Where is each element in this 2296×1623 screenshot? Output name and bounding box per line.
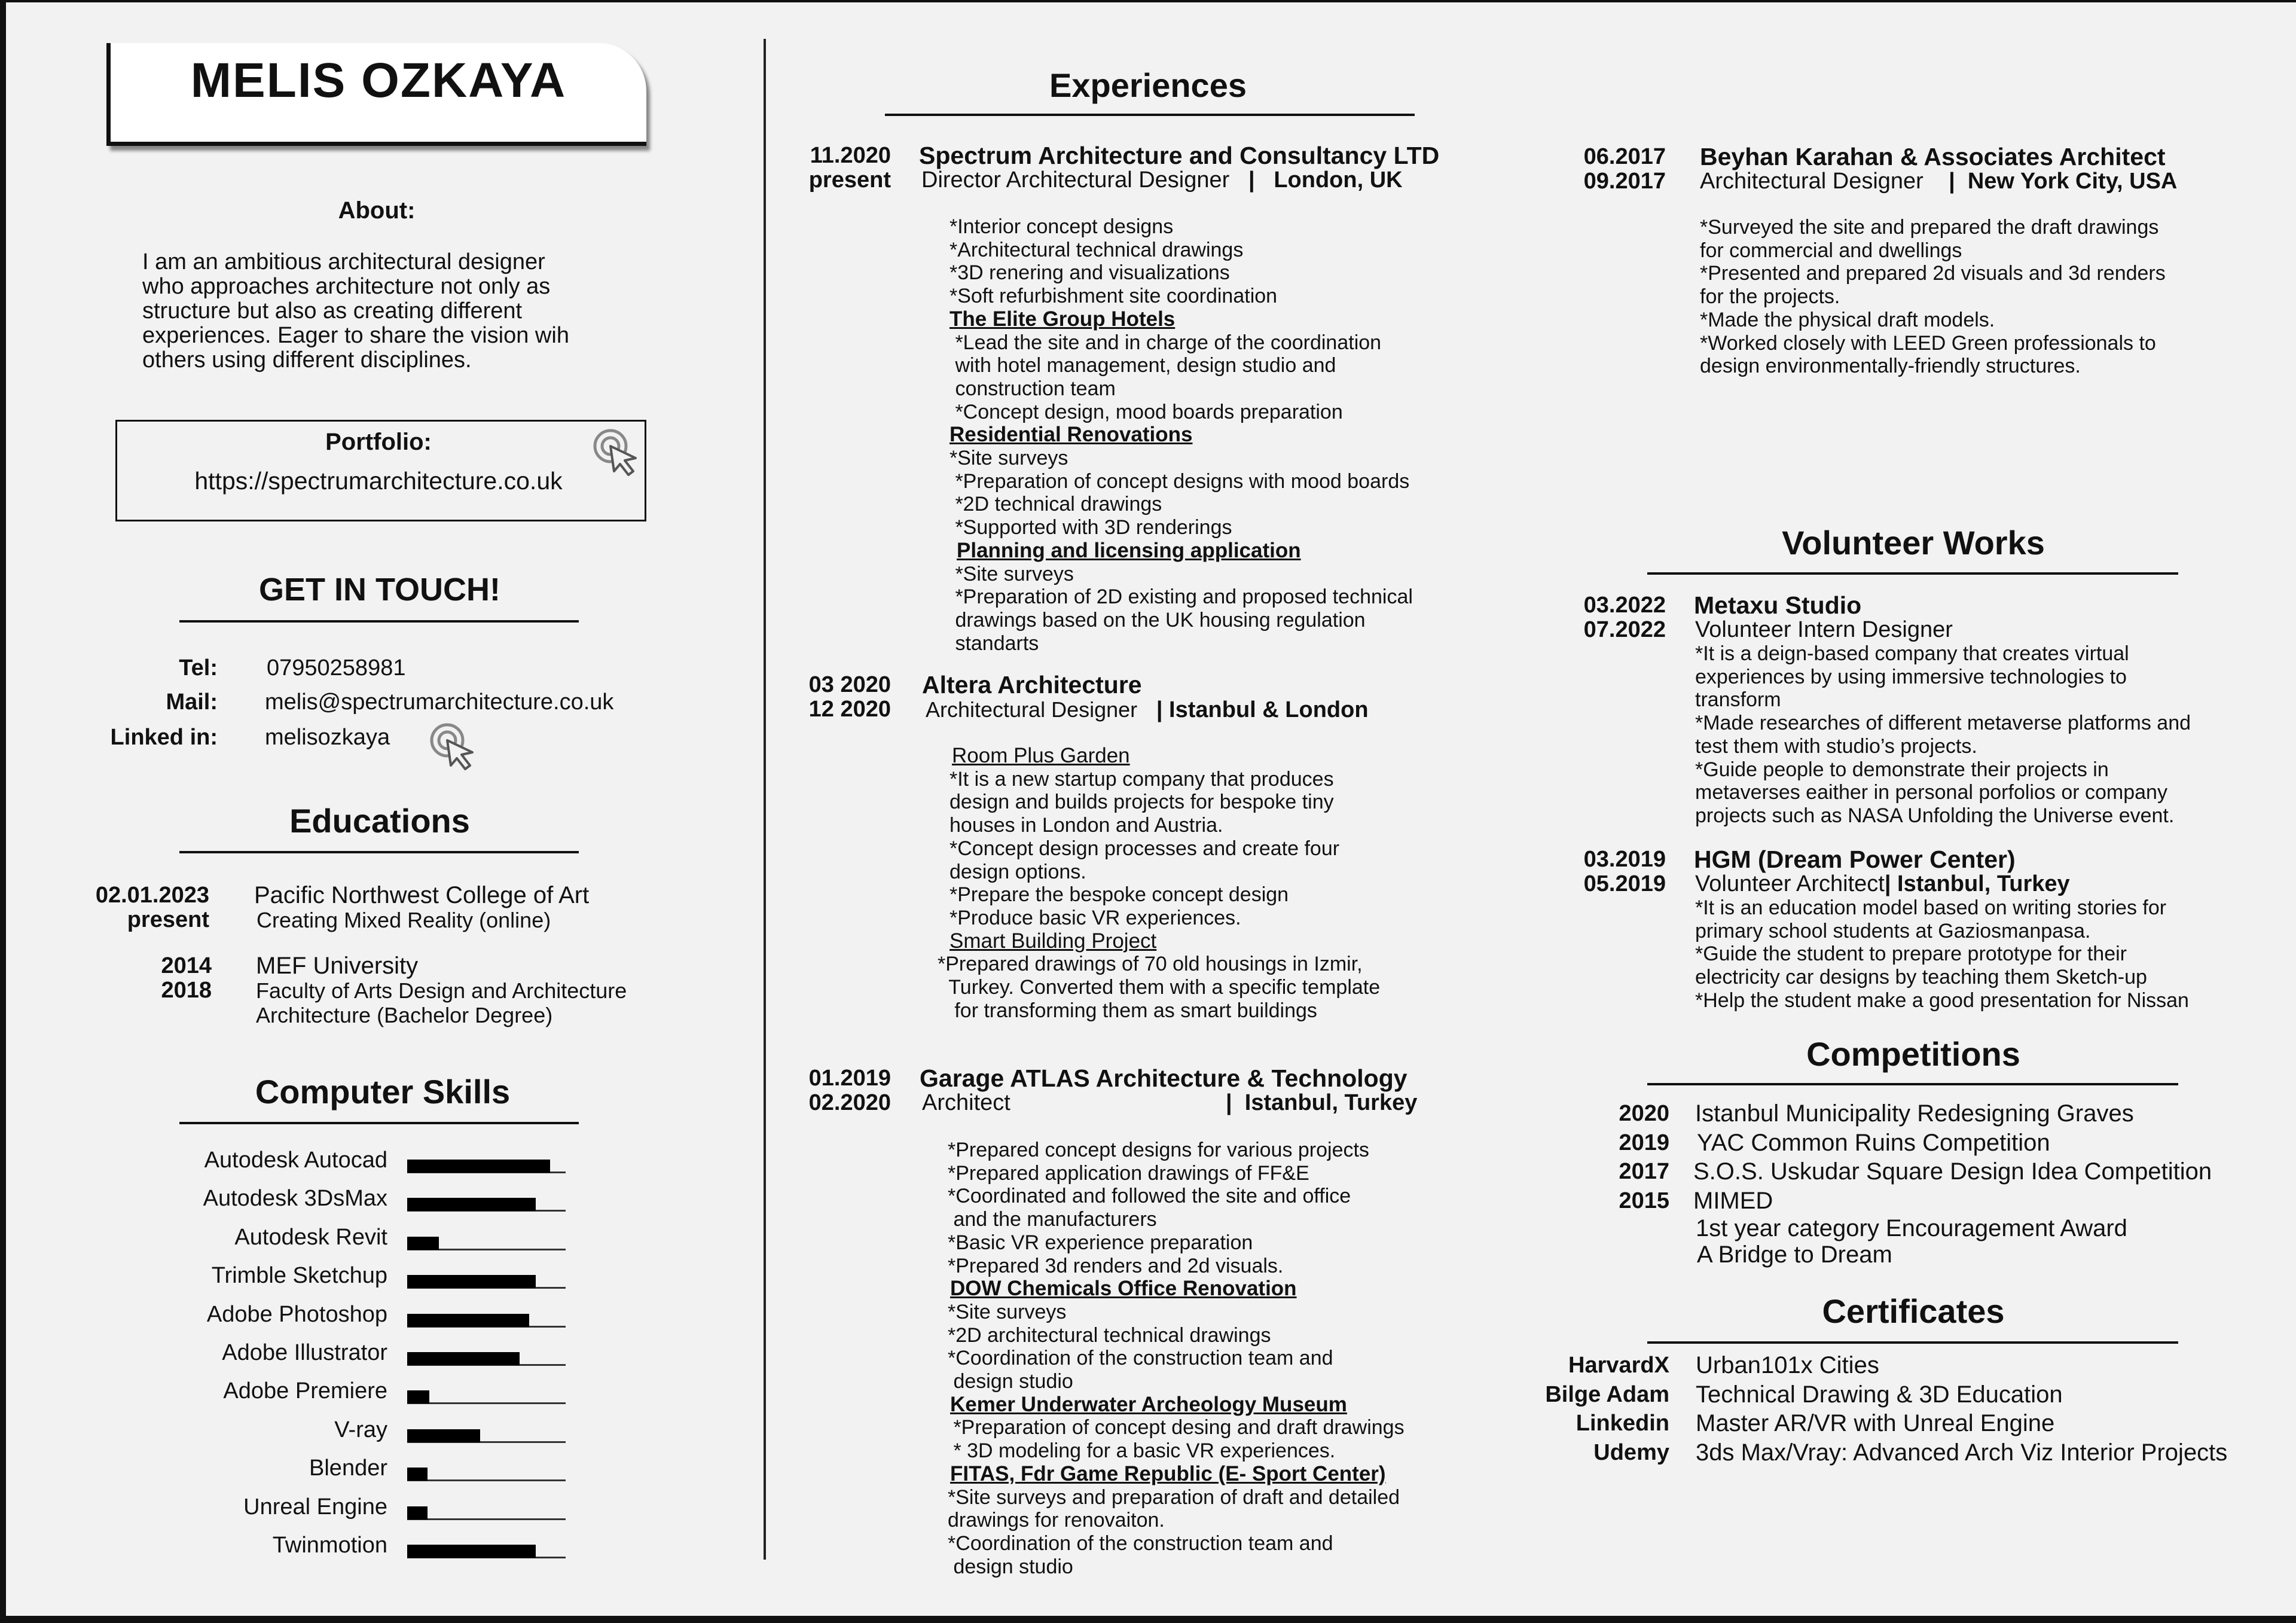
exp-separator: | — [1949, 169, 1955, 194]
vol-bullets: *It is an education model based on writing stories for primary school students at Gaziosmanpasa. *Guide the student to prepare prototype for their electricity car designs by teaching them Sketch-up *Help the student make a good presentation for Nissan — [1695, 896, 2189, 1012]
skill-name: Autodesk Autocad — [204, 1148, 387, 1173]
edu-school: Pacific Northwest College of Art — [254, 882, 590, 908]
exp-project: FITAS, Fdr Game Republic (E- Sport Center) — [950, 1462, 1386, 1485]
edu-date-start: 02.01.2023 — [95, 883, 209, 908]
about-title: About: — [338, 197, 416, 224]
tel-label: Tel: — [179, 655, 218, 681]
certificates-title: Certificates — [1822, 1292, 2005, 1330]
exp-location: Istanbul & London — [1169, 697, 1369, 722]
linkedin-value[interactable]: melisozkaya — [265, 725, 390, 750]
exp-separator: | — [1248, 167, 1255, 193]
exp-role: Architect — [922, 1090, 1010, 1115]
exp-role: Architectural Designer — [1700, 169, 1923, 194]
skill-name: V-ray — [334, 1417, 387, 1442]
exp-project: Residential Renovations — [949, 423, 1193, 447]
skill-name: Autodesk Revit — [234, 1224, 387, 1250]
experiences-rule — [885, 114, 1415, 116]
exp-header — [920, 1066, 1460, 1115]
exp-details — [1700, 216, 2166, 378]
edu-detail: Architecture (Bachelor Degree) — [256, 1003, 553, 1027]
about-line: experiences. Eager to share the vision wih — [142, 323, 569, 348]
exp-date-end: 02.2020 — [808, 1090, 891, 1115]
exp-bullets: *Site surveys *Preparation of 2D existing and proposed technical drawings based on the UK housing regulation standarts — [955, 562, 1413, 655]
skill-name: Trimble Sketchup — [211, 1263, 387, 1289]
exp-separator: | — [1156, 697, 1163, 722]
skill-name: Unreal Engine — [243, 1494, 387, 1520]
edu-detail: Faculty of Arts Design and Architecture — [256, 978, 627, 1003]
competitions-title: Competitions — [1806, 1035, 2020, 1073]
skill-name: Autodesk 3DsMax — [203, 1186, 387, 1212]
vol-separator: | — [1884, 871, 1891, 896]
exp-project: Kemer Underwater Archeology Museum — [950, 1392, 1347, 1416]
skill-bar-fill — [407, 1390, 429, 1404]
certificate-org: Bilge Adam — [1545, 1381, 1669, 1407]
cursor-click-icon — [426, 719, 480, 773]
exp-date — [777, 144, 891, 193]
exp-location: Istanbul, Turkey — [1244, 1090, 1418, 1115]
exp-date — [1531, 145, 1666, 194]
skill-bar-fill — [407, 1352, 520, 1365]
exp-header — [919, 144, 1439, 193]
about-text — [142, 250, 668, 373]
vol-role: Volunteer Architect — [1695, 871, 1885, 896]
vol-location: Istanbul, Turkey — [1891, 871, 2070, 896]
vol-date-start: 03.2022 — [1583, 593, 1666, 618]
skill-bar-fill — [407, 1545, 536, 1558]
competition-award: 1st year category Encouragement Award — [1696, 1215, 2127, 1241]
vol-bullets: *It is a deign-based company that creates virtual experiences by using immersive technologies to transform *Made researches of different metaverse platforms and test them with studio’s projects. *Guide people to demonstrate their projects in metaverses eaither in personal porfolios or company projects such as NASA Unfolding the Universe event. — [1695, 642, 2191, 827]
exp-details — [948, 1139, 1405, 1578]
portfolio-title: Portfolio: — [325, 429, 432, 455]
edu-date-start: 2014 — [161, 953, 212, 978]
about-line: who approaches architecture not only as — [142, 274, 551, 299]
edu-date-end: present — [127, 907, 209, 932]
exp-bullets: *Lead the site and in charge of the coordination with hotel management, design studio and construction team *Concept design, mood boards preparation — [955, 331, 1382, 423]
competition-year: 2020 — [1619, 1101, 1669, 1126]
skill-name: Blender — [309, 1456, 387, 1481]
skill-bar-fill — [407, 1237, 439, 1250]
skills-rule — [179, 1122, 579, 1124]
edu-item — [256, 954, 627, 1027]
skill-bar-track — [407, 1518, 566, 1520]
exp-bullets: *Site surveys *2D architectural technical drawings *Coordination of the construction team and design studio — [948, 1300, 1333, 1393]
mail-value[interactable]: melis@spectrumarchitecture.co.uk — [265, 690, 614, 715]
contact-title: GET IN TOUCH! — [259, 572, 500, 608]
certificate-name: Urban101x Cities — [1696, 1352, 1879, 1378]
vol-company: HGM (Dream Power Center) — [1694, 846, 2016, 873]
experiences-title: Experiences — [1049, 66, 1247, 104]
vol-company: Metaxu Studio — [1694, 591, 1862, 619]
certificate-name: Technical Drawing & 3D Education — [1696, 1381, 2063, 1408]
exp-project: Room Plus Garden — [952, 744, 1130, 767]
exp-company: Altera Architecture — [922, 671, 1142, 698]
mail-label: Mail: — [166, 690, 218, 715]
exp-project: The Elite Group Hotels — [949, 307, 1176, 331]
volunteer-title: Volunteer Works — [1782, 524, 2045, 562]
about-line: structure but also as creating different — [142, 298, 523, 324]
exp-role: Director Architectural Designer — [921, 167, 1230, 193]
competition-year: 2019 — [1619, 1130, 1669, 1155]
exp-bullets: *Prepared concept designs for various projects *Prepared application drawings of FF&E *Coordinated and followed the site and office and the manufacturers *Basic VR experience preparation *Prepared 3d renders and 2d visuals. — [948, 1139, 1369, 1277]
exp-bullets: *It is a new startup company that produces design and builds projects for bespoke tiny houses in London and Austria. *Concept design processes and create four design options. *Prepare the bespoke concept design *Produce basic VR experiences. — [949, 767, 1340, 929]
exp-bullets: *Prepared drawings of 70 old housings in Izmir, Turkey. Converted them with a specific template for transforming them as smart buildings — [938, 953, 1381, 1022]
about-line: others using different disciplines. — [142, 347, 472, 373]
exp-bullets: *Site surveys *Preparation of concept designs with mood boards *2D technical drawings *Supported with 3D renderings — [949, 447, 1410, 539]
skill-bar-fill — [407, 1314, 529, 1327]
edu-date — [60, 954, 212, 1003]
edu-date-end: 2018 — [161, 978, 212, 1003]
contact-rule — [179, 620, 579, 623]
competition-name: S.O.S. Uskudar Square Design Idea Competition — [1693, 1158, 2212, 1185]
skills-title: Computer Skills — [255, 1073, 511, 1111]
skill-name: Twinmotion — [272, 1533, 387, 1558]
exp-company: Garage ATLAS Architecture & Technology — [920, 1064, 1407, 1092]
exp-date-start: 03 2020 — [808, 672, 891, 697]
exp-company: Beyhan Karahan & Associates Architect — [1700, 143, 2166, 170]
certificate-name: Master AR/VR with Unreal Engine — [1696, 1410, 2055, 1436]
edu-school: MEF University — [256, 953, 419, 979]
skill-bar-track — [407, 1479, 566, 1481]
about-line: I am an ambitious architectural designer — [142, 249, 545, 274]
skill-bar-fill — [407, 1198, 536, 1211]
skill-bar-fill — [407, 1160, 550, 1173]
skill-name: Adobe Illustrator — [222, 1340, 387, 1365]
exp-separator: | — [1226, 1090, 1232, 1115]
skill-bar-track — [407, 1402, 566, 1404]
column-divider — [764, 39, 766, 1560]
vol-item — [1694, 593, 2191, 828]
competition-year: 2015 — [1619, 1188, 1669, 1213]
educations-rule — [179, 851, 579, 853]
exp-project: Planning and licensing application — [957, 538, 1301, 562]
exp-location: New York City, USA — [1967, 169, 2178, 194]
skill-bar-fill — [407, 1275, 536, 1288]
exp-date-end: present — [808, 167, 891, 193]
vol-date-end: 07.2022 — [1583, 617, 1666, 642]
tel-value[interactable]: 07950258981 — [267, 655, 406, 681]
educations-title: Educations — [289, 802, 470, 840]
volunteer-rule — [1647, 572, 2178, 575]
exp-details — [938, 744, 1381, 1022]
skill-bar-fill — [407, 1506, 428, 1520]
competition-name: YAC Common Ruins Competition — [1697, 1129, 2050, 1156]
exp-date-start: 06.2017 — [1583, 144, 1666, 169]
competition-name: Istanbul Municipality Redesigning Graves — [1695, 1100, 2134, 1127]
skill-name: Adobe Premiere — [223, 1378, 387, 1404]
exp-company: Spectrum Architecture and Consultancy LTD — [919, 142, 1440, 169]
competitions-rule — [1647, 1083, 2178, 1085]
exp-date-start: 11.2020 — [810, 143, 891, 168]
vol-date-end: 05.2019 — [1583, 871, 1666, 896]
certificate-org: Linkedin — [1576, 1411, 1669, 1436]
exp-date-end: 09.2017 — [1583, 169, 1666, 194]
certificate-org: HarvardX — [1568, 1353, 1669, 1378]
certificate-name: 3ds Max/Vray: Advanced Arch Viz Interior Projects — [1696, 1439, 2228, 1466]
exp-location: London, UK — [1274, 167, 1403, 193]
certificates-rule — [1647, 1341, 2178, 1344]
exp-bullets: *Preparation of concept desing and draft drawings * 3D modeling for a basic VR experiences. — [953, 1416, 1405, 1463]
exp-project: DOW Chemicals Office Renovation — [950, 1277, 1297, 1301]
vol-item — [1694, 847, 2189, 1012]
exp-bullets: *Site surveys and preparation of draft and detailed drawings for renovaiton. *Coordination of the construction team and design studio — [948, 1485, 1400, 1578]
portfolio-link[interactable]: https://spectrumarchitecture.co.uk — [194, 467, 563, 495]
skill-bar-fill — [407, 1429, 480, 1442]
frame-left — [0, 0, 6, 1623]
frame-bottom — [0, 1616, 2296, 1623]
vol-date-start: 03.2019 — [1583, 847, 1666, 872]
skill-name: Adobe Photoshop — [206, 1301, 387, 1327]
edu-item — [254, 883, 589, 932]
exp-role: Architectural Designer — [926, 697, 1138, 722]
exp-bullets: *Interior concept designs *Architectural technical drawings *3D renering and visualizations *Soft refurbishment site coordination — [949, 215, 1278, 308]
exp-date-start: 01.2019 — [808, 1066, 891, 1091]
edu-date — [60, 883, 209, 932]
vol-date — [1531, 847, 1666, 896]
vol-role: Volunteer Intern Designer — [1695, 617, 1953, 642]
skill-bar-fill — [407, 1468, 428, 1481]
vol-date — [1531, 593, 1666, 642]
exp-header — [922, 673, 1369, 722]
frame-top — [0, 0, 2296, 2]
exp-date-end: 12 2020 — [808, 697, 891, 722]
exp-bullets: *Surveyed the site and prepared the draft drawings for commercial and dwellings *Presented and prepared 2d visuals and 3d renders for the projects. *Made the physical draft models. *Worked closely with LEED Green professionals to design environmentally-friendly structures. — [1700, 216, 2166, 378]
certificate-org: Udemy — [1593, 1439, 1669, 1465]
exp-details — [949, 215, 1413, 655]
competition-year: 2017 — [1619, 1159, 1669, 1184]
exp-header — [1700, 145, 2177, 194]
competition-project: A Bridge to Dream — [1697, 1241, 1892, 1268]
exp-date — [777, 673, 891, 722]
edu-detail: Creating Mixed Reality (online) — [257, 908, 551, 932]
linkedin-label: Linked in: — [110, 725, 218, 750]
exp-date — [777, 1066, 891, 1115]
competition-name: MIMED — [1693, 1187, 1773, 1214]
page-title: MELIS OZKAYA — [190, 53, 567, 108]
exp-project: Smart Building Project — [949, 929, 1157, 953]
cursor-click-icon — [589, 425, 643, 478]
